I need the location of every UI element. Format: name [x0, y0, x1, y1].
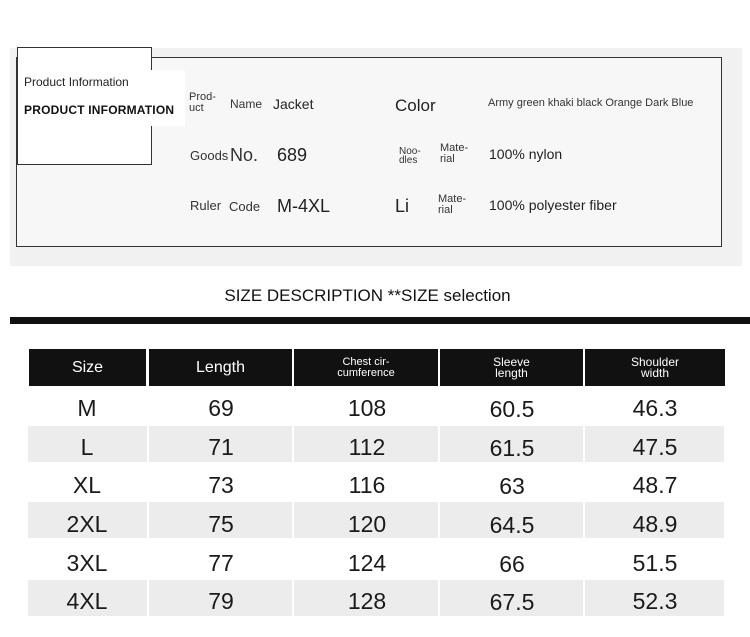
- header-sleeve-bottom: length: [495, 365, 528, 380]
- column-separator: [438, 386, 440, 618]
- cell-size: 4XL: [66, 587, 108, 614]
- product-name-label-top: Prod-: [189, 91, 216, 103]
- lining-material-bottom: rial: [438, 204, 453, 216]
- cell-shoulder: 47.5: [632, 433, 678, 460]
- lining-label: Li: [395, 196, 410, 216]
- lining-material-label: [438, 194, 466, 216]
- fabric-material-top: Mate-: [440, 142, 469, 154]
- color-label: Color: [395, 96, 436, 115]
- column-separator: [292, 386, 294, 618]
- product-info-label-big: PRODUCT INFORMATION: [24, 103, 175, 117]
- cell-size: 2XL: [66, 510, 108, 537]
- goods-number-value: 689: [277, 145, 308, 165]
- cell-chest: 124: [347, 549, 387, 576]
- ruler-code-sub: Code: [229, 199, 261, 214]
- cell-sleeve: 63: [499, 472, 525, 499]
- cell-length: 73: [208, 471, 234, 498]
- product-name-label-bottom: uct: [189, 102, 204, 114]
- cell-chest: 112: [348, 433, 386, 460]
- cell-sleeve: 66: [499, 550, 525, 577]
- cell-shoulder: 51.5: [632, 549, 678, 576]
- lining-material-top: Mate-: [438, 193, 467, 205]
- cell-length: 71: [208, 433, 234, 460]
- header-size: Size: [29, 349, 146, 386]
- header-shoulder: [585, 349, 725, 386]
- column-separator: [147, 386, 149, 618]
- cell-size: XL: [72, 471, 102, 498]
- header-chest-bottom: cumference: [337, 366, 395, 379]
- header-shoulder-top: Shoulder: [630, 354, 680, 369]
- cell-chest: 128: [347, 587, 387, 614]
- size-section-title: SIZE DESCRIPTION **SIZE selection: [224, 286, 511, 305]
- cell-shoulder: 48.9: [632, 510, 678, 537]
- fabric-material-bottom: rial: [440, 153, 455, 165]
- cell-size: M: [77, 394, 97, 421]
- fabric-label-bottom: dles: [399, 155, 418, 166]
- cell-sleeve: 64.5: [489, 511, 535, 538]
- cell-length: 69: [208, 394, 234, 421]
- cell-chest: 116: [348, 471, 386, 498]
- header-shoulder-bottom: width: [640, 365, 669, 380]
- cell-length: 79: [208, 587, 234, 614]
- fabric-material-label: [440, 143, 468, 165]
- size-range-value: M-4XL: [277, 196, 331, 216]
- product-name-label: [189, 92, 216, 114]
- cell-length: 75: [208, 510, 234, 537]
- cell-sleeve: 61.5: [489, 434, 535, 461]
- header-length: Length: [149, 349, 292, 386]
- lining-value: 100% polyester fiber: [489, 197, 617, 213]
- product-name-sub: Name: [230, 97, 263, 111]
- cell-shoulder: 48.7: [632, 471, 678, 498]
- header-sleeve: [440, 349, 583, 386]
- fabric-value: 100% nylon: [489, 146, 563, 162]
- cell-sleeve: 60.5: [489, 395, 535, 422]
- product-info-label-small: Product Information: [24, 75, 129, 89]
- cell-chest: 108: [347, 394, 387, 421]
- cell-size: 3XL: [66, 549, 108, 576]
- cell-sleeve: 67.5: [489, 588, 535, 615]
- header-sleeve-top: Sleeve: [493, 354, 530, 369]
- color-value: Army green khaki black Orange Dark Blue: [488, 97, 694, 109]
- ruler-label: Ruler: [190, 198, 222, 213]
- cell-shoulder: 52.3: [632, 587, 678, 614]
- product-name-value: Jacket: [273, 96, 314, 112]
- cell-length: 77: [208, 549, 234, 576]
- header-chest-top: Chest cir-: [342, 355, 390, 368]
- cell-chest: 120: [347, 510, 387, 537]
- size-section-divider: [10, 317, 750, 324]
- fabric-label-top: Noo-: [399, 146, 421, 157]
- cell-shoulder: 46.3: [632, 394, 678, 421]
- goods-sub: No.: [230, 145, 259, 165]
- header-chest: [294, 349, 438, 386]
- goods-label: Goods: [190, 148, 229, 163]
- fabric-label: [399, 147, 421, 165]
- label-box-backing: [150, 70, 185, 126]
- cell-size: L: [80, 433, 94, 460]
